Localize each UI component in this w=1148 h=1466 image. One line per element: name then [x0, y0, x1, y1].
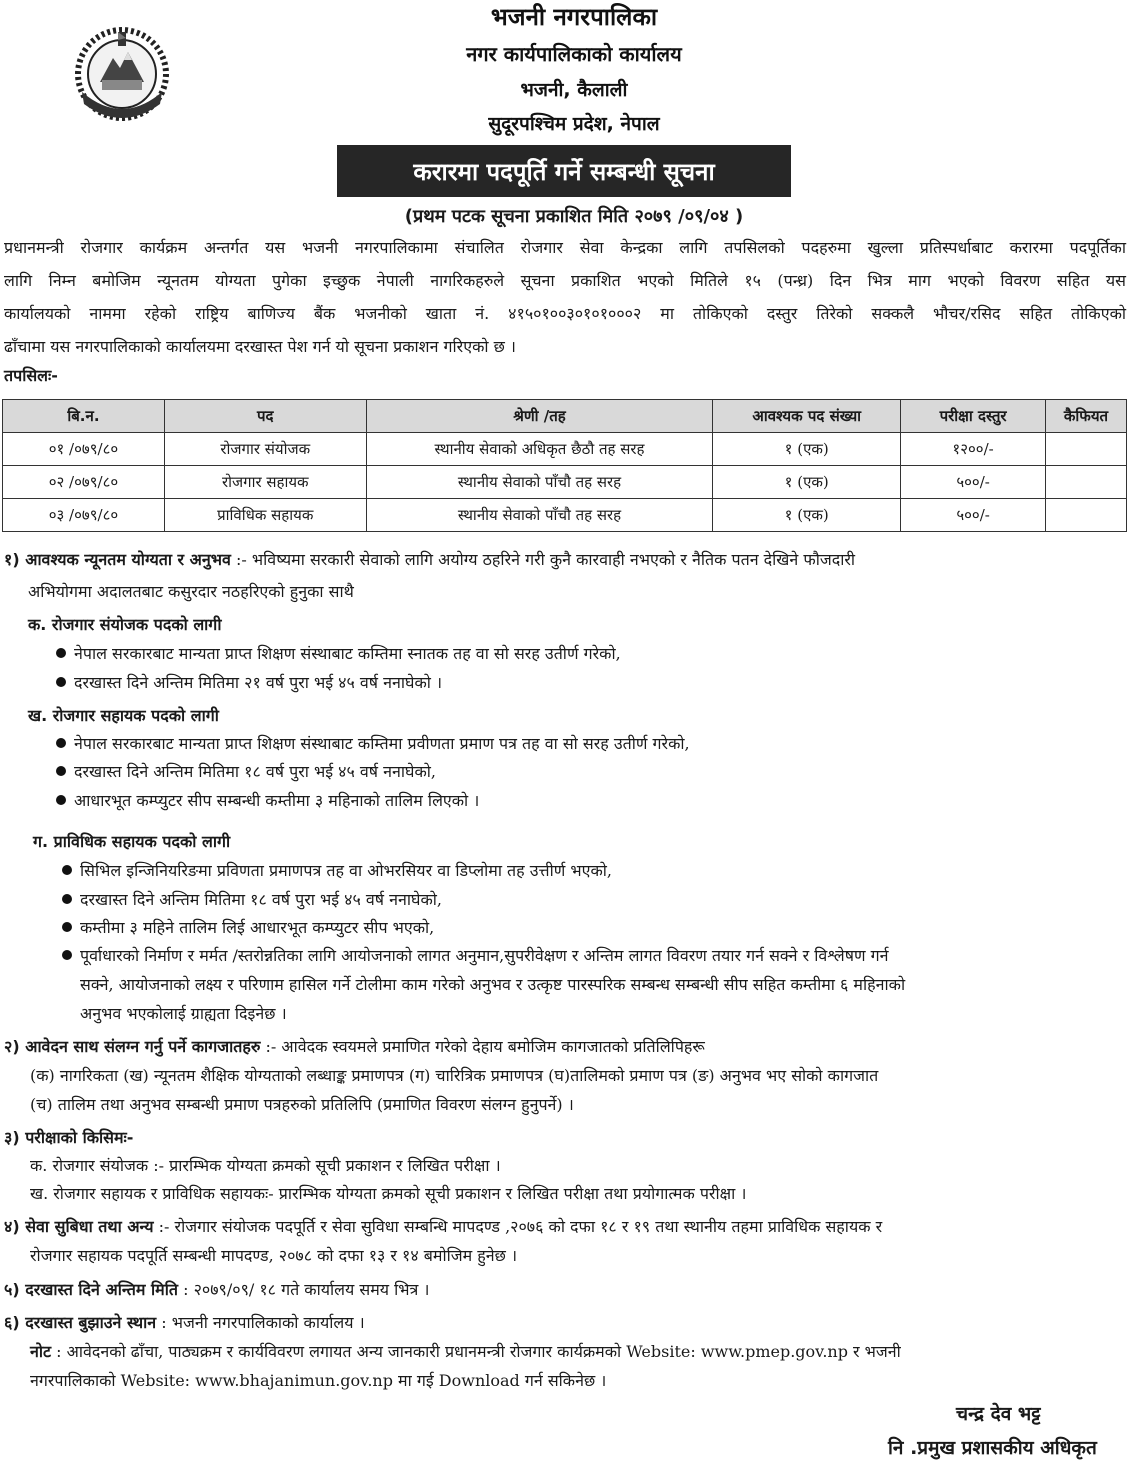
col-header-serial: बि.न.	[3, 400, 165, 433]
cell-count: १ (एक)	[713, 433, 901, 466]
note-first-line	[30, 1340, 1130, 1364]
notice-title: करारमा पदपूर्ति गर्ने सम्बन्धी सूचना	[337, 145, 791, 197]
intro-line-3: कार्यालयको नाममा रहेको राष्ट्रिय बाणिज्य बैंक भजनीको खाता नं. ४१५०१००३०१०१०००२ मा तोकिएको दस्तुर तिरेको सक्कलै भौचर/रसिद सहित तोकिएको	[4, 304, 1126, 323]
table-row	[3, 466, 1127, 499]
bullet-icon	[56, 677, 66, 687]
cell-remarks	[1046, 499, 1127, 532]
nepal-government-emblem-icon	[68, 22, 176, 122]
section4-text-1: :- रोजगार संयोजक पदपूर्ति र सेवा सुविधा सम्बन्धि मापदण्ड ,२०७६ को दफा १८ र १९ तथा स्थानीय तहमा प्राविधिक सहायक र	[153, 1217, 883, 1236]
section1-text-2: अभियोगमा अदालतबाट कसुरदार नठहरिएको हुनुका साथै	[28, 582, 354, 601]
bullet-icon	[62, 894, 72, 904]
kha-bullet-3: आधारभूत कम्प्युटर सीप सम्बन्धी कम्तीमा ३ महिनाको तालिम लिएको ।	[56, 789, 479, 813]
section1-first-line	[4, 548, 1128, 572]
cell-level: स्थानीय सेवाको पाँचौ तह सरह	[366, 466, 713, 499]
posts-table	[2, 399, 1127, 532]
section2-first-line	[4, 1035, 705, 1059]
kha-bullet-2: दरखास्त दिने अन्तिम मितिमा १८ वर्ष पुरा भई ४५ वर्ष ननाघेको,	[56, 760, 436, 784]
subsection-kha-heading: ख. रोजगार सहायक पदको लागी	[28, 706, 219, 725]
note-text-1: : आवेदनको ढाँचा, पाठ्यक्रम र कार्यविवरण लगायत अन्य जानकारी प्रधानमन्त्री रोजगार कार्यक्रमको Website: www.pmep.gov.np र भजनी	[51, 1342, 901, 1361]
cell-fee: ५००/-	[901, 499, 1046, 532]
cell-remarks	[1046, 433, 1127, 466]
notice-subtitle: (प्रथम पटक सूचना प्रकाशित मिति २०७९ /०९/०४ )	[404, 206, 744, 227]
ga-bullet-2: दरखास्त दिने अन्तिम मितिमा १८ वर्ष पुरा भई ४५ वर्ष ननाघेको,	[62, 888, 442, 912]
signatory-name: चन्द्र देव भट्ट	[956, 1403, 1041, 1425]
section4-heading: ४) सेवा सुबिधा तथा अन्य	[4, 1217, 154, 1236]
section4-text-2: रोजगार सहायक पदपूर्ति सम्बन्धी मापदण्ड, २०७८ को दफा १३ र १४ बमोजिम हुनेछ ।	[30, 1246, 518, 1265]
section5-text: : २०७९/०९/ १८ गते कार्यालय समय भित्र ।	[178, 1280, 430, 1299]
ka-bullet-2: दरखास्त दिने अन्तिम मितिमा २१ वर्ष पुरा भई ४५ वर्ष ननाघेको ।	[56, 671, 442, 695]
ga-bullet-4-cont-1: सक्ने, आयोजनाको लक्ष्य र परिणाम हासिल गर्ने टोलीमा काम गरेको अनुभव र उत्कृष्ट पारस्परिक सम्बन्ध सम्बन्धी सीप सहित कम्तीमा ६ महिनाको	[80, 975, 906, 994]
section1-heading: १) आवश्यक न्यूनतम योग्यता र अनुभव	[4, 550, 231, 569]
section2-text-2: (क) नागरिकता (ख) न्यूनतम शैक्षिक योग्यताको लब्धाङ्क प्रमाणपत्र (ग) चारित्रिक प्रमाणपत्र (घ)तालिमको प्रमाण पत्र (ङ) अनुभव भए सोको कागजात	[30, 1066, 879, 1085]
section6-heading: ६) दरखास्त बुझाउने स्थान	[4, 1313, 157, 1332]
office-location: भजनी, कैलाली	[520, 79, 628, 101]
col-header-fee: परीक्षा दस्तुर	[901, 400, 1046, 433]
subsection-ga-heading: ग. प्राविधिक सहायक पदको लागी	[33, 832, 231, 851]
tapsil-label: तपसिलः-	[4, 366, 58, 385]
bullet-icon	[56, 648, 66, 658]
cell-serial: ०२ /०७९/८०	[3, 466, 165, 499]
table-row	[3, 433, 1127, 466]
cell-fee: १२००/-	[901, 433, 1046, 466]
ga-bullet-4-cont-2: अनुभव भएकोलाई ग्राह्यता दिइनेछ ।	[80, 1004, 287, 1023]
section5-line	[4, 1278, 430, 1302]
ga-bullet-1: सिभिल इन्जिनियरिङमा प्रविणता प्रमाणपत्र तह वा ओभरसियर वा डिप्लोमा तह उत्तीर्ण भएको,	[62, 859, 612, 883]
cell-count: १ (एक)	[713, 499, 901, 532]
ka-bullet-1: नेपाल सरकारबाट मान्यता प्राप्त शिक्षण संस्थाबाट कम्तिमा स्नातक तह वा सो सरह उतीर्ण गरेको,	[56, 642, 621, 666]
section3-line-2: ख. रोजगार सहायक र प्राविधिक सहायकः- प्रारम्भिक योग्यता क्रमको सूची प्रकाशन र लिखित परीक्षा तथा प्रयोगात्मक परीक्षा ।	[30, 1184, 747, 1203]
bullet-icon	[56, 795, 66, 805]
note-label: नोट	[30, 1342, 52, 1361]
section2-text-1: :- आवेदक स्वयमले प्रमाणित गरेको देहाय बमोजिम कागजातको प्रतिलिपिहरू	[260, 1037, 705, 1056]
section3-heading: ३) परीक्षाको किसिमः-	[4, 1128, 134, 1147]
cell-count: १ (एक)	[713, 466, 901, 499]
col-header-remarks: कैफियत	[1046, 400, 1127, 433]
section2-heading: २) आवेदन साथ संलग्न गर्नु पर्ने कागजातहरु	[4, 1037, 261, 1056]
col-header-level: श्रेणी /तह	[366, 400, 713, 433]
org-name: भजनी नगरपालिका	[490, 3, 658, 31]
province-name: सुदूरपश्चिम प्रदेश, नेपाल	[488, 113, 660, 135]
table-row	[3, 499, 1127, 532]
section5-heading: ५) दरखास्त दिने अन्तिम मिति	[4, 1280, 179, 1299]
section3-line-1: क. रोजगार संयोजक :- प्रारम्भिक योग्यता क्रमको सूची प्रकाशन र लिखित परीक्षा ।	[30, 1156, 501, 1175]
subsection-ka-heading: क. रोजगार संयोजक पदको लागी	[28, 615, 222, 634]
cell-remarks	[1046, 466, 1127, 499]
cell-serial: ०१ /०७९/८०	[3, 433, 165, 466]
cell-level: स्थानीय सेवाको अधिकृत छैठौ तह सरह	[366, 433, 713, 466]
col-header-count: आवश्यक पद संख्या	[713, 400, 901, 433]
section1-text-1: :- भविष्यमा सरकारी सेवाको लागि अयोग्य ठहरिने गरी कुनै कारवाही नभएको र नैतिक पतन देखिने फौजदारी	[230, 550, 856, 569]
intro-line-4: ढाँचामा यस नगरपालिकाको कार्यालयमा दरखास्त पेश गर्न यो सूचना प्रकाशन गरिएको छ ।	[4, 337, 516, 356]
table-header-row	[3, 400, 1127, 433]
intro-line-2: लागि निम्न बमोजिम न्यूनतम योग्यता पुगेका इच्छुक नेपाली नागरिकहरुले सूचना प्रकाशित भएको मितिले १५ (पन्ध्र) दिन भित्र माग भएको विवरण सहित यस	[4, 271, 1126, 290]
bullet-icon	[56, 766, 66, 776]
bullet-icon	[62, 865, 72, 875]
signatory-designation: नि .प्रमुख प्रशासकीय अधिकृत	[888, 1437, 1097, 1459]
section6-line	[4, 1311, 365, 1335]
bullet-icon	[62, 950, 72, 960]
cell-fee: ५००/-	[901, 466, 1046, 499]
ga-bullet-3: कम्तीमा ३ महिने तालिम लिई आधारभूत कम्प्युटर सीप भएको,	[62, 916, 434, 940]
cell-serial: ०३ /०७९/८०	[3, 499, 165, 532]
cell-post: रोजगार संयोजक	[164, 433, 366, 466]
cell-post: प्राविधिक सहायक	[164, 499, 366, 532]
ga-bullet-4: पूर्वाधारको निर्माण र मर्मत /स्तरोन्नतिका लागि आयोजनाको लागत अनुमान,सुपरीवेक्षण र अन्तिम लागत विवरण तयार गर्न सक्ने र विश्लेषण गर्न	[62, 944, 889, 968]
cell-post: रोजगार सहायक	[164, 466, 366, 499]
bullet-icon	[62, 922, 72, 932]
col-header-post: पद	[164, 400, 366, 433]
intro-line-1: प्रधानमन्त्री रोजगार कार्यक्रम अन्तर्गत यस भजनी नगरपालिकामा संचालित रोजगार सेवा केन्द्रका लागि तपसिलको पदहरुमा खुल्ला प्रतिस्पर्धाबाट करारमा पदपूर्तिका	[4, 238, 1126, 257]
office-name: नगर कार्यपालिकाको कार्यालय	[466, 42, 682, 66]
bullet-icon	[56, 738, 66, 748]
kha-bullet-1: नेपाल सरकारबाट मान्यता प्राप्त शिक्षण संस्थाबाट कम्तिमा प्रवीणता प्रमाण पत्र तह वा सो सरह उतीर्ण गरेको,	[56, 732, 690, 756]
section2-text-3: (च) तालिम तथा अनुभव सम्बन्धी प्रमाण पत्रहरुको प्रतिलिपि (प्रमाणित विवरण संलग्न हुनुपर्ने) ।	[30, 1095, 574, 1114]
section4-first-line	[4, 1215, 1128, 1239]
note-text-2: नगरपालिकाको Website: www.bhajanimun.gov.np मा गई Download गर्न सकिनेछ ।	[30, 1371, 607, 1390]
section6-text: : भजनी नगरपालिकाको कार्यालय ।	[156, 1313, 365, 1332]
cell-level: स्थानीय सेवाको पाँचौ तह सरह	[366, 499, 713, 532]
